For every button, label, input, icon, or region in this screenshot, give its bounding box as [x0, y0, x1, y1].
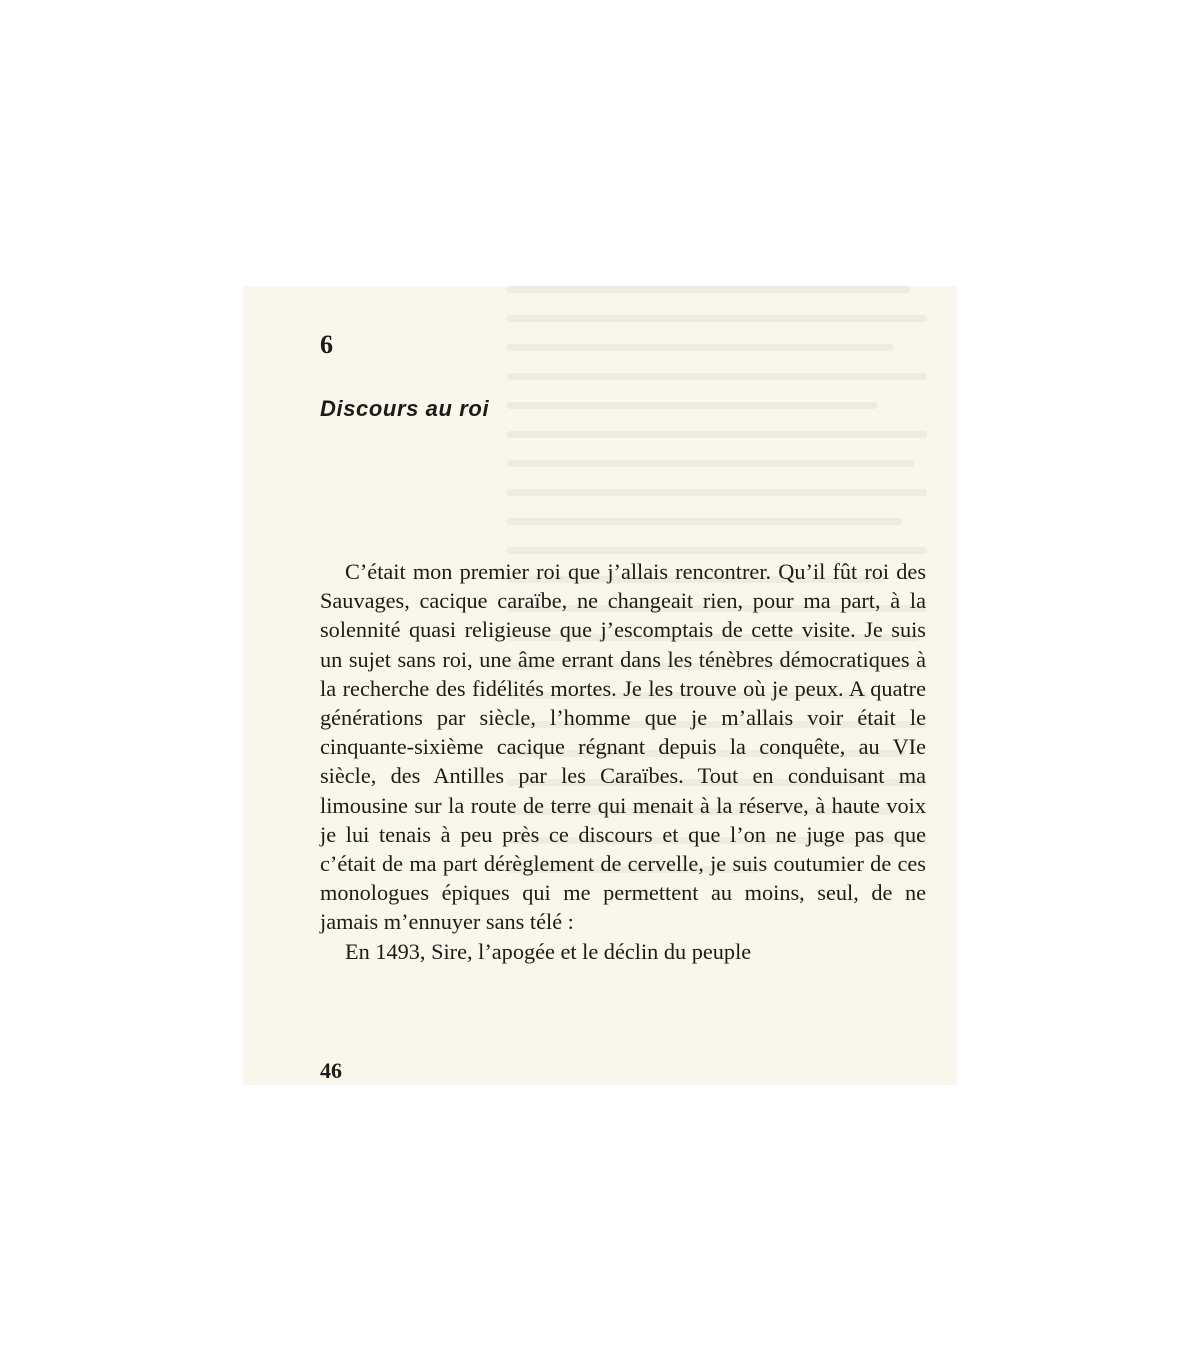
paragraph: C’était mon premier roi que j’allais rencontrer. Qu’il fût roi des Sauvages, cacique caraïbe, ne changeait rien, pour ma part, à la solennité quasi religieuse que j’escomptais de cette visite. Je suis un sujet sans roi, une âme errant dans les ténèbres démocratiques à la recherche des fidélités mortes. Je les trouve où je peux. A quatre générations par siècle, l’homme que je m’allais voir était le cinquante-sixième cacique régnant depuis la conquête, au VIe siècle, des Antilles par les Caraïbes. Tout en conduisant ma limousine sur la route de terre qui menait à la réserve, à haute voix je lui tenais à peu près ce discours et que l’on ne juge pas que c’était de ma part dérèglement de cervelle, je suis coutumier de ces monologues épiques qui me permettent au moins, seul, de ne jamais m’ennuyer sans télé :: [320, 559, 926, 935]
page-number: 46: [320, 1058, 342, 1083]
paragraph: En 1493, Sire, l’apogée et le déclin du peuple: [345, 938, 752, 964]
chapter-number: 6: [320, 330, 333, 359]
body-text: [320, 557, 926, 966]
book-page: [243, 286, 957, 1085]
chapter-title: Discours au roi: [320, 396, 490, 421]
page-content: [320, 330, 928, 1083]
